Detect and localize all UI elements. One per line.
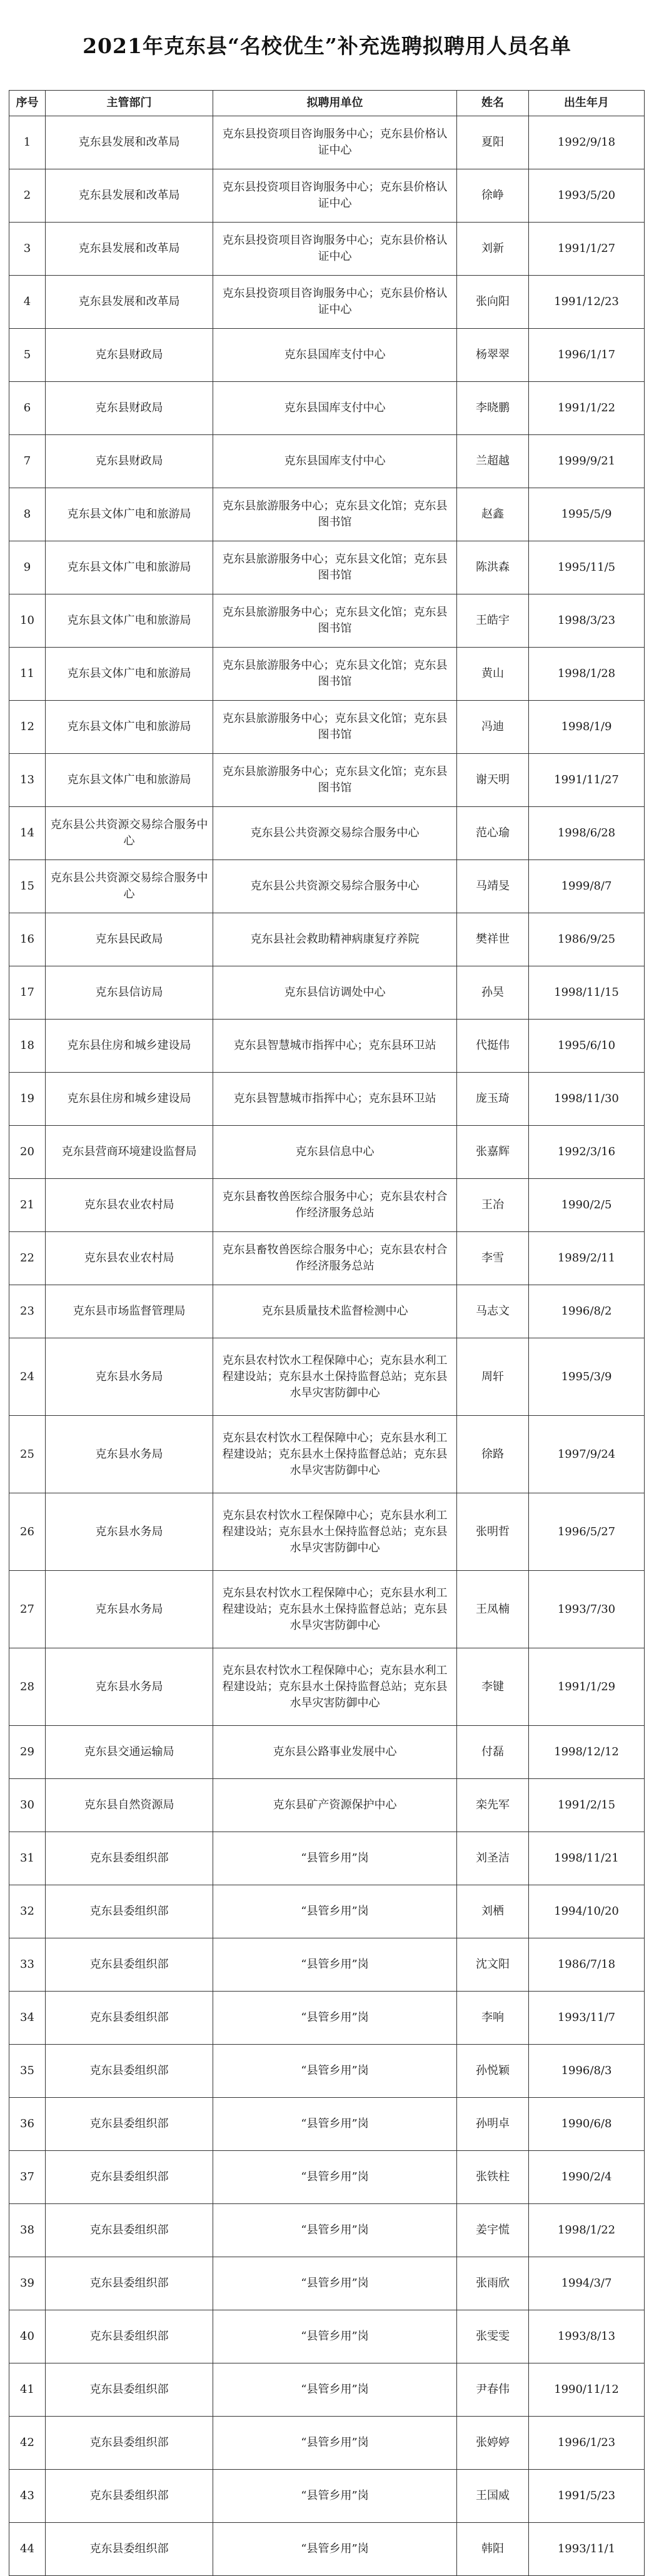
table-row xyxy=(9,1832,645,1885)
cell-name: 刘圣洁 xyxy=(457,1832,529,1885)
cell-name: 孙昊 xyxy=(457,966,529,1020)
header-row xyxy=(9,91,645,116)
cell-dept: 克东县住房和城乡建设局 xyxy=(46,1020,213,1073)
cell-name: 李键 xyxy=(457,1648,529,1726)
cell-dept: 克东县财政局 xyxy=(46,382,213,435)
table-row xyxy=(9,1779,645,1832)
cell-dept: 克东县自然资源局 xyxy=(46,1779,213,1832)
table-row xyxy=(9,1338,645,1416)
cell-unit: 克东县农村饮水工程保障中心；克东县水利工程建设站；克东县水土保持监督总站；克东县水旱灾害防御中心 xyxy=(213,1648,457,1726)
cell-dept: 克东县住房和城乡建设局 xyxy=(46,1073,213,1126)
cell-no: 26 xyxy=(9,1493,46,1571)
cell-no: 30 xyxy=(9,1779,46,1832)
cell-name: 庞玉琦 xyxy=(457,1073,529,1126)
table-row xyxy=(9,169,645,223)
table-row xyxy=(9,2417,645,2470)
cell-name: 孙明卓 xyxy=(457,2098,529,2151)
table-row xyxy=(9,2098,645,2151)
cell-name: 黄山 xyxy=(457,648,529,701)
table-row xyxy=(9,2204,645,2257)
table-row xyxy=(9,1232,645,1285)
table-row xyxy=(9,2523,645,2576)
table-row xyxy=(9,1726,645,1779)
table-row xyxy=(9,1571,645,1648)
table-row xyxy=(9,648,645,701)
table-row xyxy=(9,2257,645,2310)
cell-dept: 克东县委组织部 xyxy=(46,2363,213,2417)
cell-name: 张铁柱 xyxy=(457,2151,529,2204)
cell-dept: 克东县水务局 xyxy=(46,1338,213,1416)
cell-birth: 1990/2/4 xyxy=(529,2151,645,2204)
cell-dept: 克东县委组织部 xyxy=(46,2098,213,2151)
cell-dept: 克东县文体广电和旅游局 xyxy=(46,648,213,701)
cell-name: 刘新 xyxy=(457,223,529,276)
cell-name: 王国威 xyxy=(457,2470,529,2523)
cell-birth: 1992/9/18 xyxy=(529,116,645,169)
cell-birth: 1993/7/30 xyxy=(529,1571,645,1648)
cell-birth: 1993/8/13 xyxy=(529,2310,645,2363)
cell-unit: 克东县旅游服务中心；克东县文化馆；克东县图书馆 xyxy=(213,488,457,541)
table-row xyxy=(9,2310,645,2363)
cell-no: 12 xyxy=(9,701,46,754)
cell-no: 33 xyxy=(9,1938,46,1992)
cell-no: 35 xyxy=(9,2045,46,2098)
cell-name: 马靖旻 xyxy=(457,860,529,913)
cell-unit: 克东县农村饮水工程保障中心；克东县水利工程建设站；克东县水土保持监督总站；克东县水旱灾害防御中心 xyxy=(213,1416,457,1493)
cell-name: 尹春伟 xyxy=(457,2363,529,2417)
cell-birth: 1998/12/12 xyxy=(529,1726,645,1779)
table-row xyxy=(9,116,645,169)
cell-name: 代挺伟 xyxy=(457,1020,529,1073)
cell-unit: “县管乡用”岗 xyxy=(213,2470,457,2523)
cell-unit: “县管乡用”岗 xyxy=(213,2310,457,2363)
table-row xyxy=(9,594,645,648)
cell-no: 20 xyxy=(9,1126,46,1179)
cell-dept: 克东县委组织部 xyxy=(46,2470,213,2523)
cell-birth: 1996/5/27 xyxy=(529,1493,645,1571)
cell-no: 28 xyxy=(9,1648,46,1726)
cell-birth: 1991/5/23 xyxy=(529,2470,645,2523)
table-row xyxy=(9,754,645,807)
table-row xyxy=(9,2470,645,2523)
cell-dept: 克东县财政局 xyxy=(46,329,213,382)
cell-dept: 克东县文体广电和旅游局 xyxy=(46,488,213,541)
cell-birth: 1991/11/27 xyxy=(529,754,645,807)
cell-unit: 克东县公共资源交易综合服务中心 xyxy=(213,860,457,913)
cell-no: 34 xyxy=(9,1992,46,2045)
column-header-name: 姓名 xyxy=(457,91,529,116)
cell-no: 38 xyxy=(9,2204,46,2257)
table-row xyxy=(9,2045,645,2098)
cell-no: 32 xyxy=(9,1885,46,1938)
cell-name: 樊祥世 xyxy=(457,913,529,966)
table-row xyxy=(9,1020,645,1073)
cell-unit: 克东县投资项目咨询服务中心；克东县价格认证中心 xyxy=(213,223,457,276)
cell-no: 14 xyxy=(9,807,46,860)
cell-name: 徐路 xyxy=(457,1416,529,1493)
cell-name: 张明哲 xyxy=(457,1493,529,1571)
cell-unit: 克东县公路事业发展中心 xyxy=(213,1726,457,1779)
cell-dept: 克东县委组织部 xyxy=(46,2310,213,2363)
cell-unit: 克东县旅游服务中心；克东县文化馆；克东县图书馆 xyxy=(213,541,457,594)
cell-dept: 克东县信访局 xyxy=(46,966,213,1020)
cell-no: 10 xyxy=(9,594,46,648)
cell-birth: 1998/1/9 xyxy=(529,701,645,754)
cell-name: 张向阳 xyxy=(457,276,529,329)
table-row xyxy=(9,1938,645,1992)
cell-unit: 克东县畜牧兽医综合服务中心；克东县农村合作经济服务总站 xyxy=(213,1179,457,1232)
cell-dept: 克东县委组织部 xyxy=(46,2417,213,2470)
table-row xyxy=(9,701,645,754)
cell-birth: 1994/3/7 xyxy=(529,2257,645,2310)
cell-no: 7 xyxy=(9,435,46,488)
cell-birth: 1990/2/5 xyxy=(529,1179,645,1232)
cell-unit: 克东县投资项目咨询服务中心；克东县价格认证中心 xyxy=(213,169,457,223)
cell-name: 李响 xyxy=(457,1992,529,2045)
cell-name: 兰超越 xyxy=(457,435,529,488)
column-header-birth: 出生年月 xyxy=(529,91,645,116)
cell-unit: 克东县农村饮水工程保障中心；克东县水利工程建设站；克东县水土保持监督总站；克东县水旱灾害防御中心 xyxy=(213,1493,457,1571)
cell-unit: “县管乡用”岗 xyxy=(213,2098,457,2151)
cell-name: 徐峥 xyxy=(457,169,529,223)
column-header-no: 序号 xyxy=(9,91,46,116)
cell-name: 赵鑫 xyxy=(457,488,529,541)
cell-dept: 克东县文体广电和旅游局 xyxy=(46,754,213,807)
cell-no: 3 xyxy=(9,223,46,276)
cell-name: 张婷婷 xyxy=(457,2417,529,2470)
cell-unit: “县管乡用”岗 xyxy=(213,2257,457,2310)
cell-unit: 克东县国库支付中心 xyxy=(213,329,457,382)
cell-name: 张嘉辉 xyxy=(457,1126,529,1179)
cell-dept: 克东县委组织部 xyxy=(46,2257,213,2310)
cell-unit: 克东县投资项目咨询服务中心；克东县价格认证中心 xyxy=(213,116,457,169)
cell-birth: 1993/11/7 xyxy=(529,1992,645,2045)
cell-unit: 克东县农村饮水工程保障中心；克东县水利工程建设站；克东县水土保持监督总站；克东县水旱灾害防御中心 xyxy=(213,1338,457,1416)
table-body xyxy=(9,116,645,2576)
cell-no: 22 xyxy=(9,1232,46,1285)
cell-birth: 1998/11/15 xyxy=(529,966,645,1020)
cell-birth: 1998/1/28 xyxy=(529,648,645,701)
table-row xyxy=(9,913,645,966)
cell-birth: 1996/8/3 xyxy=(529,2045,645,2098)
cell-unit: 克东县畜牧兽医综合服务中心；克东县农村合作经济服务总站 xyxy=(213,1232,457,1285)
cell-birth: 1991/1/22 xyxy=(529,382,645,435)
cell-unit: 克东县旅游服务中心；克东县文化馆；克东县图书馆 xyxy=(213,648,457,701)
cell-unit: “县管乡用”岗 xyxy=(213,2151,457,2204)
cell-name: 马志文 xyxy=(457,1285,529,1338)
cell-no: 18 xyxy=(9,1020,46,1073)
cell-dept: 克东县委组织部 xyxy=(46,1832,213,1885)
cell-dept: 克东县市场监督管理局 xyxy=(46,1285,213,1338)
cell-no: 13 xyxy=(9,754,46,807)
cell-unit: “县管乡用”岗 xyxy=(213,2417,457,2470)
cell-birth: 1993/11/1 xyxy=(529,2523,645,2576)
cell-no: 17 xyxy=(9,966,46,1020)
cell-no: 31 xyxy=(9,1832,46,1885)
cell-birth: 1986/9/25 xyxy=(529,913,645,966)
table-row xyxy=(9,807,645,860)
cell-dept: 克东县文体广电和旅游局 xyxy=(46,701,213,754)
cell-unit: 克东县智慧城市指挥中心；克东县环卫站 xyxy=(213,1020,457,1073)
table-row xyxy=(9,2363,645,2417)
cell-name: 冯迪 xyxy=(457,701,529,754)
cell-no: 2 xyxy=(9,169,46,223)
cell-name: 李晓鹏 xyxy=(457,382,529,435)
cell-no: 42 xyxy=(9,2417,46,2470)
cell-unit: “县管乡用”岗 xyxy=(213,2523,457,2576)
cell-no: 15 xyxy=(9,860,46,913)
cell-name: 刘栖 xyxy=(457,1885,529,1938)
cell-name: 陈洪森 xyxy=(457,541,529,594)
table-row xyxy=(9,541,645,594)
cell-dept: 克东县委组织部 xyxy=(46,2204,213,2257)
cell-unit: 克东县矿产资源保护中心 xyxy=(213,1779,457,1832)
cell-dept: 克东县发展和改革局 xyxy=(46,276,213,329)
cell-birth: 1999/9/21 xyxy=(529,435,645,488)
cell-birth: 1991/1/27 xyxy=(529,223,645,276)
table-row xyxy=(9,435,645,488)
cell-dept: 克东县公共资源交易综合服务中心 xyxy=(46,860,213,913)
table-row xyxy=(9,1885,645,1938)
table-row xyxy=(9,329,645,382)
cell-birth: 1994/10/20 xyxy=(529,1885,645,1938)
table-row xyxy=(9,1126,645,1179)
cell-no: 11 xyxy=(9,648,46,701)
table-header xyxy=(9,91,645,116)
cell-name: 付磊 xyxy=(457,1726,529,1779)
cell-unit: 克东县投资项目咨询服务中心；克东县价格认证中心 xyxy=(213,276,457,329)
cell-unit: “县管乡用”岗 xyxy=(213,2363,457,2417)
cell-dept: 克东县农业农村局 xyxy=(46,1179,213,1232)
cell-unit: “县管乡用”岗 xyxy=(213,1832,457,1885)
cell-no: 40 xyxy=(9,2310,46,2363)
cell-name: 张雨欣 xyxy=(457,2257,529,2310)
cell-birth: 1995/3/9 xyxy=(529,1338,645,1416)
cell-dept: 克东县发展和改革局 xyxy=(46,169,213,223)
cell-name: 范心瑜 xyxy=(457,807,529,860)
cell-birth: 1991/12/23 xyxy=(529,276,645,329)
table-row xyxy=(9,1648,645,1726)
cell-name: 谢天明 xyxy=(457,754,529,807)
cell-dept: 克东县委组织部 xyxy=(46,2045,213,2098)
table-row xyxy=(9,1992,645,2045)
cell-no: 1 xyxy=(9,116,46,169)
table-row xyxy=(9,223,645,276)
cell-dept: 克东县农业农村局 xyxy=(46,1232,213,1285)
cell-name: 张雯雯 xyxy=(457,2310,529,2363)
cell-birth: 1998/1/22 xyxy=(529,2204,645,2257)
cell-no: 27 xyxy=(9,1571,46,1648)
table-row xyxy=(9,276,645,329)
cell-birth: 1995/11/5 xyxy=(529,541,645,594)
cell-unit: 克东县信息中心 xyxy=(213,1126,457,1179)
document-title: 2021年克东县“名校优生”补充选聘拟聘用人员名单 xyxy=(83,34,571,58)
cell-dept: 克东县委组织部 xyxy=(46,2523,213,2576)
cell-dept: 克东县文体广电和旅游局 xyxy=(46,541,213,594)
cell-dept: 克东县财政局 xyxy=(46,435,213,488)
cell-birth: 1991/1/29 xyxy=(529,1648,645,1726)
cell-unit: 克东县公共资源交易综合服务中心 xyxy=(213,807,457,860)
cell-unit: “县管乡用”岗 xyxy=(213,1885,457,1938)
table-row xyxy=(9,382,645,435)
cell-name: 沈文阳 xyxy=(457,1938,529,1992)
table-row xyxy=(9,1073,645,1126)
cell-birth: 1998/11/30 xyxy=(529,1073,645,1126)
cell-birth: 1991/2/15 xyxy=(529,1779,645,1832)
cell-unit: “县管乡用”岗 xyxy=(213,1992,457,2045)
cell-dept: 克东县民政局 xyxy=(46,913,213,966)
table-row xyxy=(9,860,645,913)
cell-birth: 1996/1/23 xyxy=(529,2417,645,2470)
cell-birth: 1989/2/11 xyxy=(529,1232,645,1285)
cell-birth: 1998/3/23 xyxy=(529,594,645,648)
cell-no: 24 xyxy=(9,1338,46,1416)
cell-birth: 1990/11/12 xyxy=(529,2363,645,2417)
cell-no: 36 xyxy=(9,2098,46,2151)
cell-birth: 1995/6/10 xyxy=(529,1020,645,1073)
cell-dept: 克东县委组织部 xyxy=(46,2151,213,2204)
personnel-table xyxy=(9,90,645,2576)
table-row xyxy=(9,1285,645,1338)
cell-name: 李雪 xyxy=(457,1232,529,1285)
cell-unit: 克东县信访调处中心 xyxy=(213,966,457,1020)
cell-no: 37 xyxy=(9,2151,46,2204)
cell-unit: 克东县社会救助精神病康复疗养院 xyxy=(213,913,457,966)
cell-birth: 1986/7/18 xyxy=(529,1938,645,1992)
cell-name: 王凤楠 xyxy=(457,1571,529,1648)
cell-no: 9 xyxy=(9,541,46,594)
cell-no: 21 xyxy=(9,1179,46,1232)
cell-dept: 克东县发展和改革局 xyxy=(46,116,213,169)
cell-no: 5 xyxy=(9,329,46,382)
cell-name: 王皓宇 xyxy=(457,594,529,648)
cell-birth: 1993/5/20 xyxy=(529,169,645,223)
cell-name: 周轩 xyxy=(457,1338,529,1416)
cell-dept: 克东县水务局 xyxy=(46,1416,213,1493)
cell-unit: “县管乡用”岗 xyxy=(213,1938,457,1992)
table-row xyxy=(9,488,645,541)
cell-unit: 克东县农村饮水工程保障中心；克东县水利工程建设站；克东县水土保持监督总站；克东县水旱灾害防御中心 xyxy=(213,1571,457,1648)
cell-no: 29 xyxy=(9,1726,46,1779)
table-row xyxy=(9,1179,645,1232)
table-row xyxy=(9,1416,645,1493)
cell-birth: 1990/6/8 xyxy=(529,2098,645,2151)
cell-birth: 1998/11/21 xyxy=(529,1832,645,1885)
cell-no: 23 xyxy=(9,1285,46,1338)
cell-no: 16 xyxy=(9,913,46,966)
cell-dept: 克东县发展和改革局 xyxy=(46,223,213,276)
cell-birth: 1997/9/24 xyxy=(529,1416,645,1493)
cell-unit: 克东县智慧城市指挥中心；克东县环卫站 xyxy=(213,1073,457,1126)
cell-name: 韩阳 xyxy=(457,2523,529,2576)
cell-dept: 克东县文体广电和旅游局 xyxy=(46,594,213,648)
cell-birth: 1996/1/17 xyxy=(529,329,645,382)
cell-birth: 1995/5/9 xyxy=(529,488,645,541)
cell-unit: 克东县旅游服务中心；克东县文化馆；克东县图书馆 xyxy=(213,594,457,648)
cell-no: 8 xyxy=(9,488,46,541)
cell-no: 19 xyxy=(9,1073,46,1126)
cell-dept: 克东县委组织部 xyxy=(46,1992,213,2045)
cell-birth: 1998/6/28 xyxy=(529,807,645,860)
cell-name: 王冶 xyxy=(457,1179,529,1232)
table-row xyxy=(9,966,645,1020)
cell-no: 39 xyxy=(9,2257,46,2310)
cell-no: 6 xyxy=(9,382,46,435)
cell-birth: 1996/8/2 xyxy=(529,1285,645,1338)
cell-dept: 克东县交通运输局 xyxy=(46,1726,213,1779)
cell-dept: 克东县水务局 xyxy=(46,1648,213,1726)
cell-birth: 1999/8/7 xyxy=(529,860,645,913)
cell-no: 44 xyxy=(9,2523,46,2576)
cell-unit: 克东县国库支付中心 xyxy=(213,382,457,435)
cell-name: 杨翠翠 xyxy=(457,329,529,382)
cell-name: 孙悦颖 xyxy=(457,2045,529,2098)
cell-no: 4 xyxy=(9,276,46,329)
cell-unit: 克东县质量技术监督检测中心 xyxy=(213,1285,457,1338)
cell-no: 43 xyxy=(9,2470,46,2523)
cell-unit: 克东县旅游服务中心；克东县文化馆；克东县图书馆 xyxy=(213,754,457,807)
cell-unit: “县管乡用”岗 xyxy=(213,2204,457,2257)
cell-name: 夏阳 xyxy=(457,116,529,169)
cell-dept: 克东县水务局 xyxy=(46,1571,213,1648)
column-header-unit: 拟聘用单位 xyxy=(213,91,457,116)
cell-name: 姜宇慌 xyxy=(457,2204,529,2257)
cell-unit: “县管乡用”岗 xyxy=(213,2045,457,2098)
cell-dept: 克东县水务局 xyxy=(46,1493,213,1571)
cell-no: 41 xyxy=(9,2363,46,2417)
cell-dept: 克东县委组织部 xyxy=(46,1885,213,1938)
cell-no: 25 xyxy=(9,1416,46,1493)
column-header-dept: 主管部门 xyxy=(46,91,213,116)
cell-dept: 克东县公共资源交易综合服务中心 xyxy=(46,807,213,860)
table-row xyxy=(9,1493,645,1571)
table-row xyxy=(9,2151,645,2204)
cell-unit: 克东县旅游服务中心；克东县文化馆；克东县图书馆 xyxy=(213,701,457,754)
cell-birth: 1992/3/16 xyxy=(529,1126,645,1179)
cell-dept: 克东县营商环境建设监督局 xyxy=(46,1126,213,1179)
cell-name: 栾先军 xyxy=(457,1779,529,1832)
cell-unit: 克东县国库支付中心 xyxy=(213,435,457,488)
cell-dept: 克东县委组织部 xyxy=(46,1938,213,1992)
